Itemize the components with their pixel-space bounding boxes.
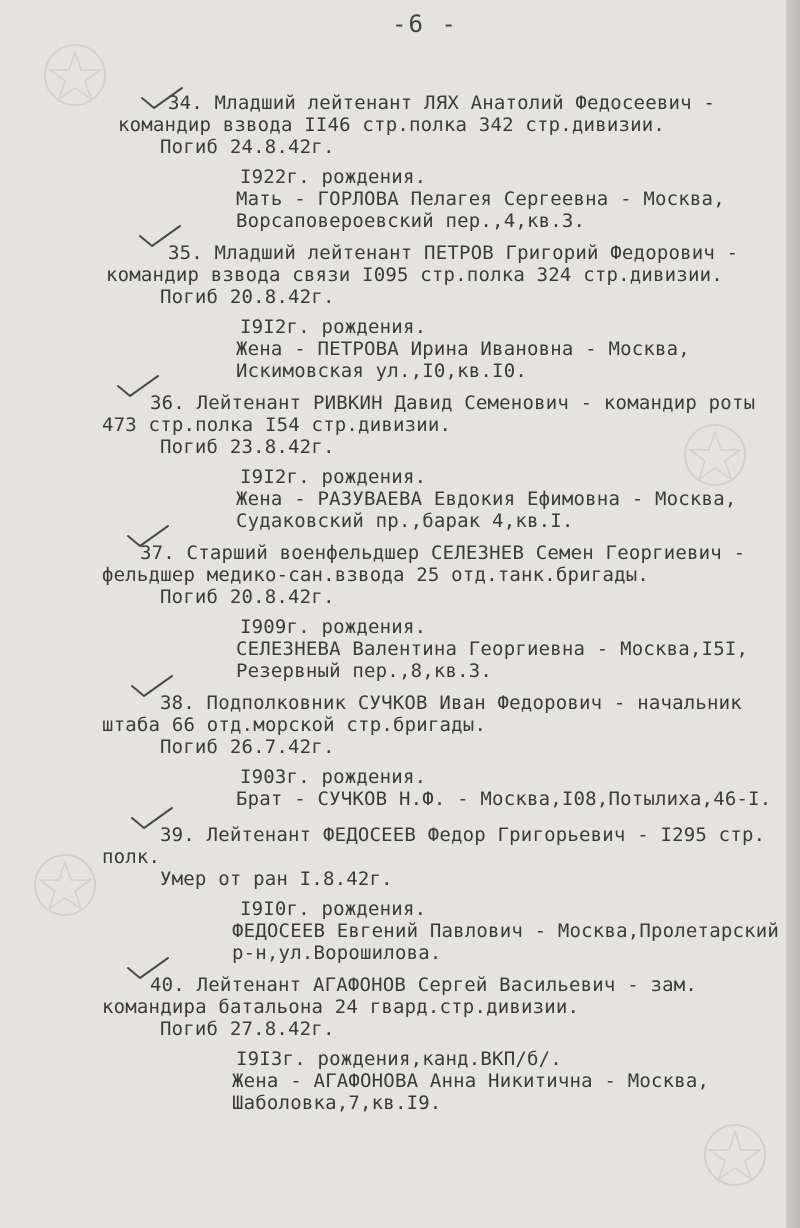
entry-38-line-2: штаба 66 отд.морской стр.бригады.: [102, 714, 487, 736]
entry-34-line-2: командир взвода II46 стр.полка 342 стр.дивизии.: [118, 114, 666, 136]
entry-40-line-1: 40. Лейтенант АГАФОНОВ Сергей Васильевич - зам.: [150, 974, 698, 996]
entry-34-line-3: Погиб 24.8.42г.: [160, 136, 335, 158]
entry-36-line-3: Погиб 23.8.42г.: [160, 436, 335, 458]
entry-37-line-4: I909г. рождения.: [240, 616, 427, 638]
entry-37-line-6: Резервный пер.,8,кв.3.: [236, 660, 493, 682]
entry-40-line-3: Погиб 27.8.42г.: [160, 1018, 335, 1040]
entry-38-line-4: I903г. рождения.: [240, 766, 427, 788]
entry-34-line-6: Ворсаповероевский пер.,4,кв.3.: [236, 210, 586, 232]
watermark-stamp: [680, 420, 750, 490]
entry-37-line-2: фельдшер медико-сан.взвода 25 отд.танк.бригады.: [102, 564, 650, 586]
entry-38-line-3: Погиб 26.7.42г.: [160, 736, 335, 758]
page-number: -6 -: [392, 10, 458, 38]
entry-36-line-6: Судаковский пр.,барак 4,кв.I.: [236, 510, 574, 532]
entry-35-line-2: командир взвода связи I095 стр.полка 324 стр.дивизии.: [106, 264, 723, 286]
entry-39-line-1: 39. Лейтенант ФЕДОСЕЕВ Федор Григорьевич - I295 стр.: [160, 824, 766, 846]
entry-35-line-5: Жена - ПЕТРОВА Ирина Ивановна - Москва,: [236, 338, 690, 360]
entry-35-line-6: Искимовская ул.,I0,кв.I0.: [236, 360, 527, 382]
entry-40-line-6: Шаболовка,7,кв.I9.: [232, 1092, 442, 1114]
entry-39-line-5: ФЕДОСЕЕВ Евгений Павлович - Москва,Пролетарский: [232, 920, 780, 942]
entry-36-line-4: I9I2г. рождения.: [240, 466, 427, 488]
entry-40-line-4: I9I3г. рождения,канд.ВКП/б/.: [236, 1048, 562, 1070]
entry-34-line-4: I922г. рождения.: [240, 166, 427, 188]
entry-39-line-6: р-н,ул.Ворошилова.: [232, 942, 442, 964]
entry-34-line-1: 34. Младший лейтенант ЛЯХ Анатолий Федосеевич -: [168, 92, 716, 114]
watermark-stamp: [40, 40, 110, 110]
entry-39-line-4: I9I0г. рождения.: [240, 898, 427, 920]
entry-39-line-3: Умер от ран I.8.42г.: [160, 868, 393, 890]
entry-37-line-3: Погиб 20.8.42г.: [160, 586, 335, 608]
entry-39-line-2: полк.: [102, 846, 161, 868]
entry-40-line-5: Жена - АГАФОНОВА Анна Никитична - Москва,: [232, 1070, 710, 1092]
entry-38-line-1: 38. Подполковник СУЧКОВ Иван Федорович - начальник: [160, 692, 742, 714]
entry-40-line-2: командира батальона 24 гвард.стр.дивизии.: [102, 996, 580, 1018]
entry-37-line-5: СЕЛЕЗНЕВА Валентина Георгиевна - Москва,I5I,: [236, 638, 749, 660]
entry-35-line-3: Погиб 20.8.42г.: [160, 286, 335, 308]
entry-36-line-1: 36. Лейтенант РИВКИН Давид Семенович - командир роты: [150, 392, 756, 414]
entry-37-line-1: 37. Старший военфельдшер СЕЛЕЗНЕВ Семен Георгиевич -: [140, 542, 746, 564]
entry-35-line-4: I9I2г. рождения.: [240, 316, 427, 338]
entry-36-line-2: 473 стр.полка I54 стр.дивизии.: [102, 414, 452, 436]
page-edge-shadow: [786, 0, 800, 1228]
watermark-stamp: [30, 850, 100, 920]
watermark-stamp: [700, 1120, 770, 1190]
entry-38-line-5: Брат - СУЧКОВ Н.Ф. - Москва,I08,Потылиха,46-I.: [236, 788, 772, 810]
entry-34-line-5: Мать - ГОРЛОВА Пелагея Сергеевна - Москва,: [236, 188, 725, 210]
entry-36-line-5: Жена - РАЗУВАЕВА Евдокия Ефимовна - Москва,: [236, 488, 737, 510]
entry-35-line-1: 35. Младший лейтенант ПЕТРОВ Григорий Федорович -: [168, 242, 739, 264]
